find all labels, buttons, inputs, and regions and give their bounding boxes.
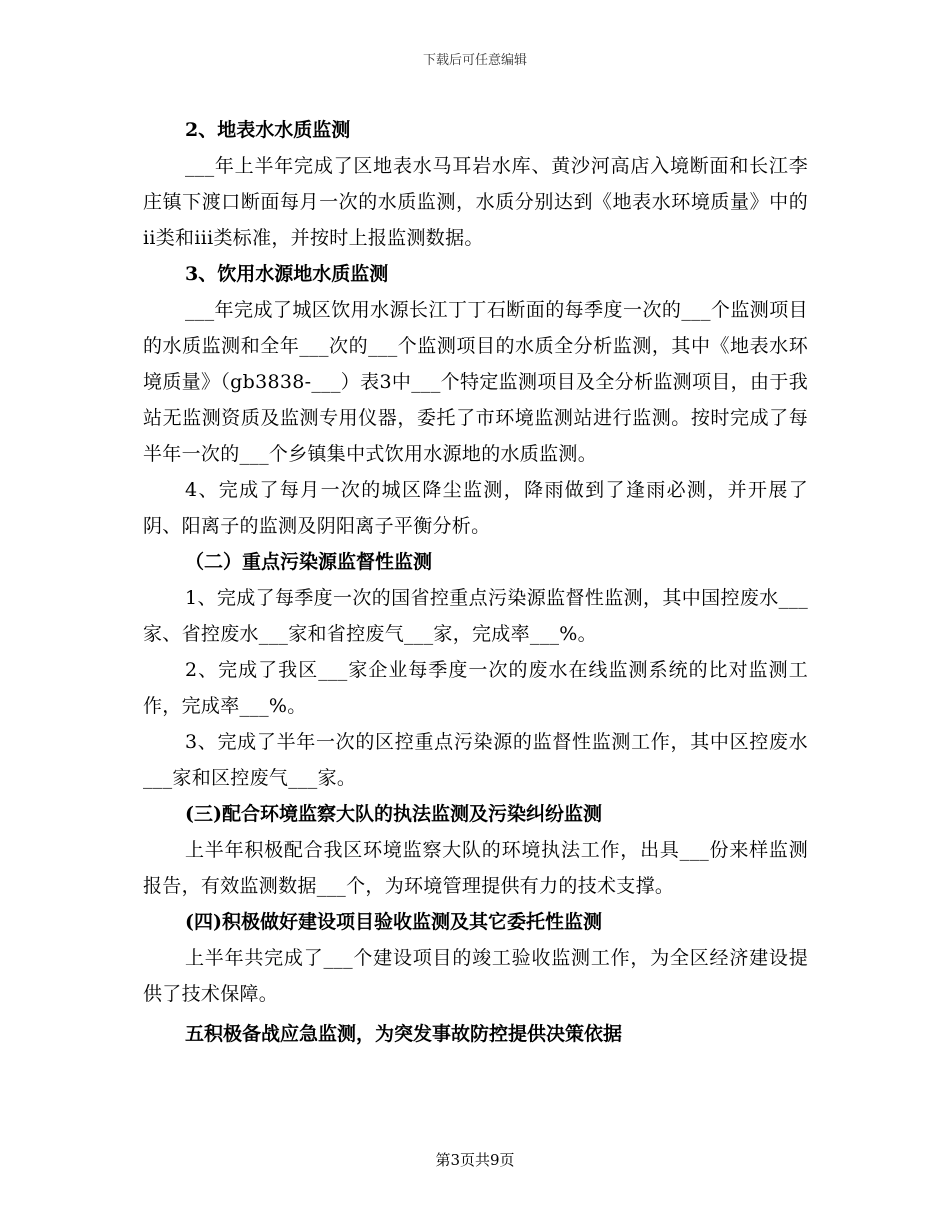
paragraph-pollution-3: 3、完成了半年一次的区控重点污染源的监督性监测工作，其中区控废水___家和区控废气___家。 bbox=[143, 731, 808, 789]
page-header-note: 下载后可任意编辑 bbox=[422, 53, 527, 68]
section-heading-enforcement: (三)配合环境监察大队的执法监测及污染纠纷监测 bbox=[185, 803, 602, 825]
section-heading-acceptance: (四)积极做好建设项目验收监测及其它委托性监测 bbox=[185, 911, 602, 933]
paragraph-acceptance: 上半年共完成了___个建设项目的竣工验收监测工作，为全区经济建设提供了技术保障。 bbox=[143, 947, 808, 1005]
paragraph-pollution-2: 2、完成了我区___家企业每季度一次的废水在线监测系统的比对监测工作，完成率___%。 bbox=[143, 659, 808, 717]
section-heading-surface-water: 2、地表水水质监测 bbox=[185, 119, 351, 141]
section-heading-pollution-sources: （二）重点污染源监督性监测 bbox=[185, 551, 433, 573]
paragraph-drinking-water: ___年完成了城区饮用水源长江丁丁石断面的每季度一次的___个监测项目的水质监测和全年___次的___个监测项目的水质全分析监测，其中《地表水环境质量》（gb3838-___）表3中___个特定监测项目及全分析监测项目，由于我站无监测资质及监测专用仪器，委托了市环境监测站进行监测。按时完成了每半年一次的___个乡镇集中式饮用水源地的水质监测。 bbox=[143, 299, 808, 465]
paragraph-dust-monitoring: 4、完成了每月一次的城区降尘监测，降雨做到了逢雨必测，并开展了阴、阳离子的监测及阴阳离子平衡分析。 bbox=[143, 479, 808, 537]
page-number: 第3页共9页 bbox=[435, 1151, 515, 1169]
section-heading-emergency: 五积极备战应急监测，为突发事故防控提供决策依据 bbox=[185, 1023, 623, 1045]
paragraph-enforcement: 上半年积极配合我区环境监察大队的环境执法工作，出具___份来样监测报告，有效监测数据___个，为环境管理提供有力的技术支撑。 bbox=[143, 839, 808, 897]
section-heading-drinking-water: 3、饮用水源地水质监测 bbox=[185, 263, 389, 285]
paragraph-pollution-1: 1、完成了每季度一次的国省控重点污染源监督性监测，其中国控废水___家、省控废水___家和省控废气___家，完成率___%。 bbox=[143, 587, 808, 645]
document-body bbox=[143, 112, 808, 1052]
paragraph-surface-water: ___年上半年完成了区地表水马耳岩水库、黄沙河高店入境断面和长江李庄镇下渡口断面每月一次的水质监测，水质分别达到《地表水环境质量》中的ii类和iii类标准，并按时上报监测数据。 bbox=[143, 155, 808, 249]
